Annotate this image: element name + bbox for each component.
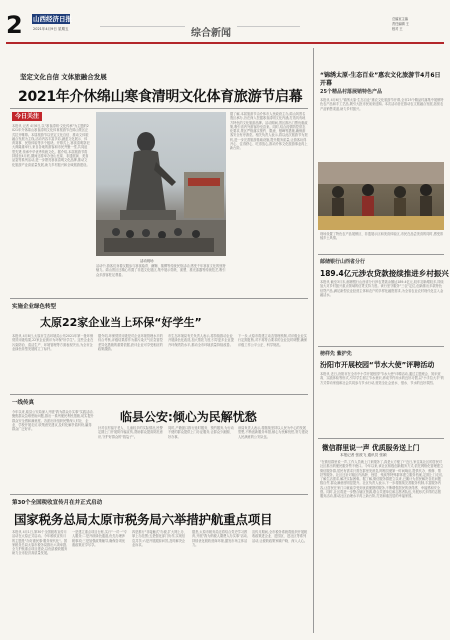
- story-r1-headline: “锦绣太原·生态百业”惠农文化旅游节4月6日开幕: [320, 72, 441, 87]
- paper-name: 山西经济日报: [33, 15, 72, 23]
- editor-line-1: 总编室主编: [392, 17, 408, 21]
- story-r2-rule: [318, 254, 444, 255]
- story-main-headline: 2021年介休绵山寒食清明文化体育旅游节启幕: [18, 89, 303, 105]
- editor-line-2: 责任编辑 王: [392, 22, 409, 26]
- story-4-col2: 一是建立重点项目台账,实行"一对一"专人服务;二是开辟绿色通道,优先办理涉税事项;三是加强政策辅导,确保各项优惠政策应享尽享。: [72, 530, 127, 547]
- story-2-col4: 下一步,太原市将建立动态管理机制,对评级企业实行定期复核,对不再符合要求的企业及时调整,确保评级工作公平公正、科学规范。: [238, 334, 307, 347]
- story-4-col4: 据悉,太原市税务局还将结合党史学习教育,开展"我为纳税人缴费人办实事"活动,持续优化税收营商环境,激发市场主体活力。: [192, 530, 248, 547]
- story-3-col3: 同时,户籍窗口推行延时服务、预约服务,为行动不便的群众提供上门办证服务,让群众少跑腿、好办事。: [168, 426, 234, 439]
- story-4-col3: 四是推行"非接触式"办税,扩大网上办、掌上办范围;五是强化部门协作,实现信息共享;六是开展跟踪问效,及时解决企业诉求。: [132, 530, 187, 547]
- story-main-col3: 活动中,游客们身着汉服参与寒食踏青、蹴鞠、插柳等传统民俗活动,感受千年寒食文化的独特魅力。绵山景区还精心布置了非遗文化展区,集中展示剪纸、面塑、推光漆器等传统技艺,吸引众多游客驻足观看。: [96, 264, 226, 277]
- story-r2-body: 本报讯 截至3月末,邮储银行山西省分行涉农贷款余额达189.4亿元,较年初新增较多,持续加大对乡村振兴重点领域的信贷支持力度。该行坚守服务"三农"定位,创新推出多款特色信贷产品,满足新型农业经营主体和农户的多样化融资需求,为全省农业农村现代化注入金融活水。: [320, 280, 444, 297]
- column-divider: [313, 48, 314, 633]
- story-2-headline: 太原22家企业当上环保“好学生”: [40, 316, 202, 329]
- story-main-rule: [10, 108, 308, 109]
- story-r4-byline: 本报记者 张波飞 通讯员 张颖: [340, 453, 387, 457]
- story-3-col2: 针对农村留守老人、儿童较多的实际情况,民警定期上门开展防诈骗宣传,帮助群众提高防范意识,守护好群众的"钱袋子"。: [98, 426, 163, 439]
- story-r1-photo: [318, 162, 444, 230]
- story-3-col1: 今年以来,临县公安局深入开展"我为群众办实事"实践活动,聚焦群众急难愁盼问题,推出一系列便民利民措施,切实提升群众安全感和满意度。各派出所组织民警深入村社、企业、学校开展走访,收集意见建议,及时化解矛盾纠纷,赢得群众广泛好评。: [12, 410, 94, 432]
- story-4-kicker: 第30个全国税收宣传月在并正式启动: [12, 500, 103, 506]
- story-2-col3: 市生态环境局有关负责人表示,将持续推动企业开展绿色化改造,加大帮扶力度,引导更多企业提升环保绩效水平,推动全市环境质量持续改善。: [168, 334, 234, 347]
- story-r1-body: 本报讯 4月6日,"锦绣太原·生态百业"惠农文化旅游节开幕,全市25个精品村落集中展销特色农产品和手工艺品,吸引大批市民前来选购。本次活动旨在推动农文旅融合发展,拓宽农产品销售渠道,助力乡村振兴。: [320, 98, 444, 111]
- story-r3-tag: 榜样先 紫护先: [320, 351, 352, 357]
- story-3-kicker: 一线传真: [12, 400, 35, 406]
- story-r4-headline: 微信群里说一声 优质服务送上门: [322, 444, 420, 452]
- story-r3-headline: 汾阳市开展校园“节水大使”评聘活动: [320, 361, 435, 369]
- story-3-headline: 临县公安:倾心为民解忧愁: [120, 410, 257, 424]
- story-r4-body: "在微信群里说一声,工作人员就上门来服务了,真是太方便了!"近日,家住某社区的居民对社区推出的便民服务赞不绝口。今年以来,该社区积极创新服务方式,依托网格化管理建立微信服务群,居民有需求只需在群里发消息,网格员便第一时间响应,提供代办、维修、帮扶等服务。社区还针对辖区内高龄、独居、残疾等特殊群体建立服务档案,定期上门走访,了解生活需求,解决实际困难。据了解,微信服务群建立以来,已累计为居民解决各类问题数百件,群众满意度明显提升。社区负责人表示,下一步将继续完善服务机制,丰富服务内容,让居民在家门口就能享受到优质便捷的服务,不断增强居民的获得感、幸福感和安全感。同时,社区将进一步整合辖区资源,联合共建单位和志愿者队伍,开展形式多样的志愿服务活动,推动社区治理水平再上新台阶,打造和谐宜居的幸福家园。: [320, 460, 444, 499]
- story-r1-body-2: 现场设置了特色农产品展销区、非遗展示区和美食体验区,市民在品尝美食的同时,感受浓郁乡土风情。: [320, 232, 444, 241]
- story-4-col1: 本报讯 4月1日,第30个全国税收宣传月活动在太原正式启动。今年税收宣传月的主题是"办好惠民事·服务现代化"。国家税务总局太原市税务局推出六项举措,全力护航重点项目建设,以优质税收服务助力全市经济高质量发展。: [12, 530, 68, 556]
- market-photo-art: [318, 162, 444, 230]
- section-title: 综合新闻: [185, 24, 237, 39]
- story-2-col1: 本报讯 4月8日,太原市生态环境局公布2021年第一批环保绩效评级结果,22家企业被评为环保"好学生"。这些企业在污染防治、清洁生产、环境管理等方面表现突出,为全市企业绿色转型发展树立了标杆。: [12, 334, 94, 351]
- story-4-col5: 宣传月期间,全市税务系统将组织开展税收政策进企业、进园区、进社区等系列活动,让税收政策家喻户晓、深入人心。: [252, 530, 308, 543]
- story-r1-sub: 25个精品村落展销特色产品: [320, 89, 382, 95]
- editor-line-3: 校对 王: [392, 27, 403, 31]
- story-3-rule: [10, 394, 308, 395]
- masthead-rule: [6, 42, 444, 44]
- page-number: 2: [6, 11, 23, 39]
- date-line: 2021年4月9日 星期五: [33, 27, 69, 31]
- story-r2-headline: 189.4亿元涉农贷款接续推进乡村振兴: [320, 269, 449, 278]
- story-main-photo: [96, 112, 226, 256]
- statue-photo-art: [96, 112, 226, 256]
- story-main-caption: 活动现场: [140, 259, 154, 263]
- story-2-rule: [10, 298, 308, 299]
- story-2-col2: 据介绍,环保绩效评级是对企业环境管理水平的综合考核,评级结果将作为重污染天气应急管控差异化措施的重要依据,获评企业可享受相应的政策激励。: [98, 334, 163, 351]
- story-r3-rule: [318, 346, 444, 347]
- story-main-tag: 今日关注: [12, 112, 42, 121]
- story-main-kicker: 坚定文化自信 文体旅融合发展: [20, 73, 107, 81]
- story-4-headline: 国家税务总局太原市税务局六举措护航重点项目: [14, 512, 273, 527]
- story-3-col4: 该局负责人表示,将继续坚持以人民为中心的发展思想,不断创新服务举措,倾心为民解忧愁,努力建设人民满意的公安队伍。: [238, 426, 308, 439]
- story-2-kicker: 实施企业绿色转型: [12, 304, 57, 310]
- story-r2-tag: 邮储银行山西省分行: [320, 259, 366, 265]
- story-main-col2: 据了解,本届旅游节由介休市人民政府主办,绵山风景名胜区承办,旨在深入挖掘寒食清明文化内涵,打造具有地方特色的文化旅游品牌。活动期间,景区推出门票优惠政策,吸引省内外游客纷至沓来。同时,结合疫情防控常态化要求,景区严格落实预约、限流、错峰等措施,确保游客安全有序游览。相关负责人表示,将以此次旅游节为契机,进一步完善旅游基础设施,提升服务质量,让游客玩得开心、住得舒心、吃得放心,推动介休文化旅游事业再上新台阶。: [230, 112, 308, 151]
- story-r4-rule: [318, 438, 444, 439]
- story-main-col1: 本报讯 记者 4月6日,以"寒食清明·文化传承"为主题的2021年介休绵山寒食清明文化体育旅游节在绵山景区正式拉开帷幕。本届旅游节以坚定文化自信、推动文体旅融合发展为主线,活动内容丰富多彩,涵盖文化展示、体育赛事、民俗体验等多个板块。开幕式上,寒食清明祭祀大典隆重举行,来自各地的游客和市民齐聚一堂,共同追思先贤,传承中华优秀传统文化。据介绍,本届旅游节将持续至4月底,期间还将举办登山比赛、非遗展演、美食品鉴等系列活动,进一步擦亮寒食清明文化品牌,推动文化旅游产业高质量发展,助力乡村振兴和全域旅游建设。: [12, 124, 90, 167]
- story-4-rule: [10, 494, 308, 495]
- story-r3-body: 本报讯 近日,汾阳市在全市中小学开展校园"节水大使"评聘活动,通过主题班会、知识竞赛、实践体验等形式,引导学生树立节水意识,养成节约用水的良好习惯,以"小手拉大手"的方式带动家庭和社会共同参与节水行动,营造全社会爱水、惜水、节水的良好氛围。: [320, 372, 444, 385]
